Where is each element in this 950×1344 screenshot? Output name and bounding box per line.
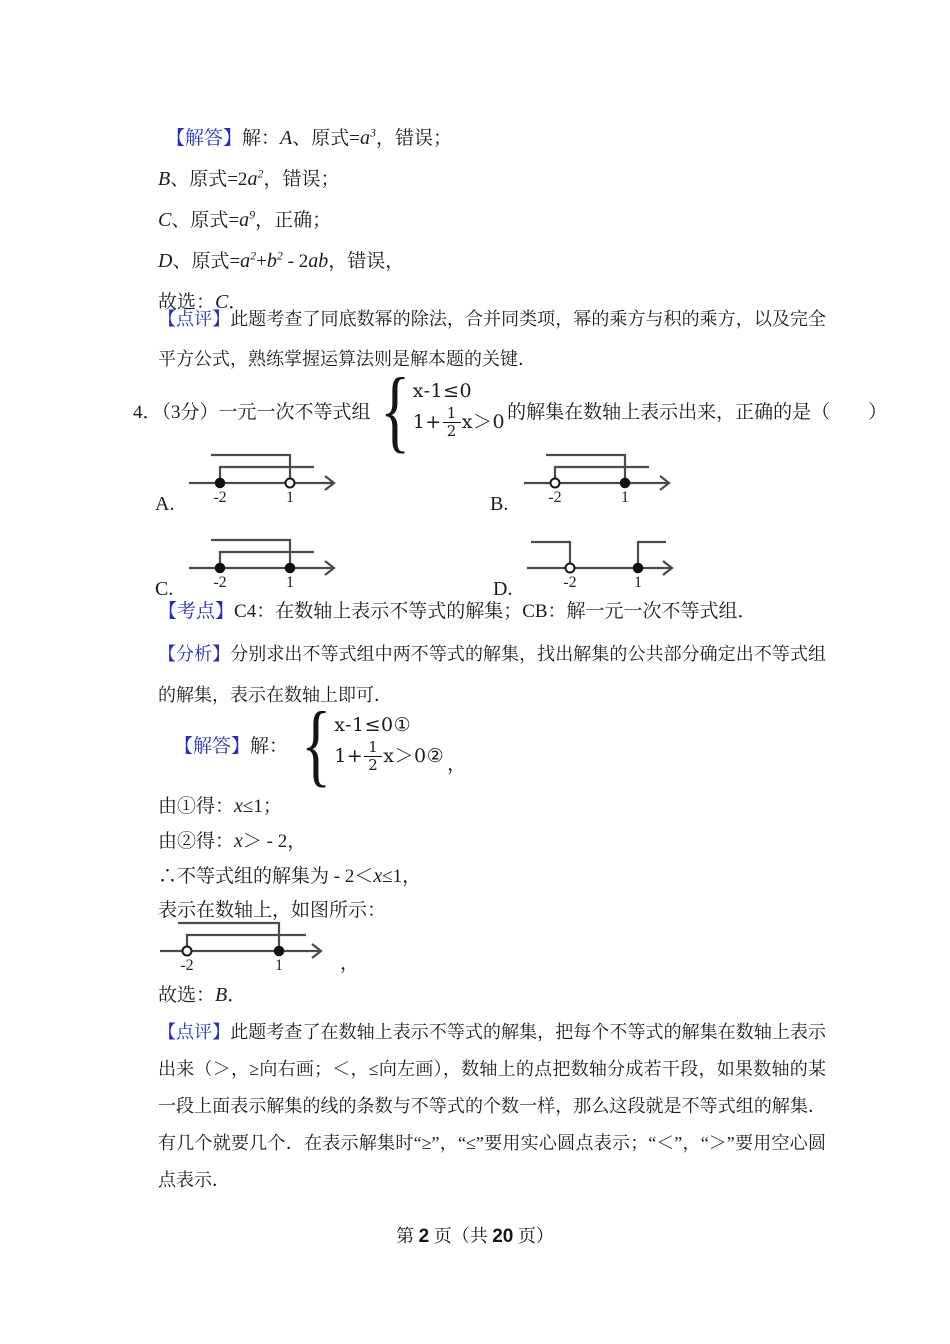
numerator: 1 [368, 737, 379, 756]
footer-pre: 第 [396, 1226, 419, 1246]
verdict-text: ，正确； [255, 210, 332, 231]
system-row-1: x-1≤0 [412, 380, 473, 403]
lower-band-line [187, 935, 306, 951]
system-row-2 [412, 403, 506, 440]
jieda-tag: 【解答】 [166, 128, 243, 149]
circled-one: ① [393, 714, 412, 737]
exponent: 2 [257, 166, 264, 181]
solution-figure-row [158, 911, 826, 975]
footer-post: 页） [513, 1226, 554, 1246]
var-x: x [234, 795, 243, 817]
trailing-comma: ， [447, 754, 467, 775]
option-d-label: D. [493, 578, 513, 600]
step-tail: ≤1； [242, 796, 282, 817]
option-d-numberline [525, 528, 677, 592]
lower-band-line [220, 467, 314, 483]
numerator: 1 [446, 403, 457, 422]
open-dot [286, 479, 295, 488]
solid-dot [621, 479, 630, 488]
dianping-tag: 【点评】 [158, 1022, 231, 1042]
exponent: 3 [369, 125, 376, 140]
solution-figure-section [158, 911, 826, 975]
tick-label: -2 [213, 574, 227, 591]
right-ray-line [638, 542, 666, 568]
expr-text: 、原式= [292, 128, 360, 149]
solid-dot [286, 564, 295, 573]
q4-answer-head-section [158, 693, 826, 795]
system-row-1 [334, 715, 444, 737]
option-letter: C [158, 209, 172, 231]
option-letter: D [158, 250, 173, 272]
fenxi-tag: 【分析】 [158, 644, 231, 664]
choose-word: 故选： [158, 985, 216, 1006]
chosen-answer-line [158, 980, 826, 1011]
row2-op: ＞0 [394, 744, 427, 767]
comment-paragraph [158, 1014, 826, 1199]
page-footer [0, 1222, 950, 1248]
q3-answer-section [158, 118, 826, 323]
figure-comma: ， [340, 953, 360, 974]
operator: + [256, 251, 267, 272]
step-line-1 [158, 789, 826, 824]
step-tail: ≤1， [382, 866, 422, 887]
chosen-letter: B [215, 984, 228, 1006]
left-brace: { [379, 359, 410, 461]
option-a [155, 443, 365, 523]
dianping-tag: 【点评】 [158, 309, 231, 329]
row2-pre: 1+ [334, 744, 364, 767]
tick-label: -2 [563, 574, 577, 591]
question-4-line [133, 359, 888, 461]
var-x: x [373, 865, 383, 887]
verdict-text: ，错误， [328, 251, 405, 272]
solid-dot [216, 479, 225, 488]
open-dot [566, 564, 575, 573]
answer-line-d [158, 241, 826, 282]
question-head: 4．（3分）一元一次不等式组 [133, 401, 371, 423]
kaodian-section [158, 598, 826, 626]
option-d [493, 528, 703, 608]
tick-label: 1 [634, 574, 642, 591]
question-4-section [133, 359, 888, 461]
row2-pre: 1+ [412, 410, 442, 433]
solution-steps-section [158, 789, 826, 928]
comment-text: 此题考查了同底数幂的除法，合并同类项，幂的乘方与积的乘方，以及完全平方公式，熟练掌握运算法则是解本题的关键． [158, 309, 827, 369]
left-brace: { [301, 693, 332, 795]
option-a-numberline [187, 443, 339, 507]
answer-line-b [158, 159, 826, 200]
denominator: 2 [443, 422, 461, 439]
solve-word: 解： [242, 128, 281, 149]
system-rows [413, 381, 505, 439]
inequality-system [373, 359, 506, 461]
step-tail: ＞ - 2， [242, 831, 307, 852]
tick-label: 1 [275, 957, 283, 974]
option-c-label: C. [155, 578, 174, 600]
row2-var: x [383, 744, 395, 767]
kaodian-line [158, 598, 826, 626]
kaodian-text: C4：在数轴上表示不等式的解集；CB：解一元一次不等式组． [234, 601, 757, 622]
option-letter: B [158, 168, 171, 190]
expr-text: 、原式= [171, 210, 240, 231]
tick-label: -2 [180, 957, 194, 974]
operator: - 2 [282, 251, 309, 272]
period: ． [228, 292, 248, 313]
system-rows [334, 715, 444, 773]
jieda-tag: 【解答】 [174, 735, 251, 757]
comment-text: 此题考查了在数轴上表示不等式的解集，把每个不等式的解集在数轴上表示出来（＞，≥向右画；＜，≤向左画），数轴上的点把数轴分成若干段，如果数轴的某一段上面表示解集的线的条数与不等式的个数一样，那么这段就是不等式组的解集．有几个就要几个．在表示解集时“≥”，“≤”要用实心圆点表示；“＜”，“＞”要用空心圆点表示． [158, 1022, 827, 1190]
row2-var: x [461, 410, 473, 433]
solid-dot [275, 947, 284, 956]
var: a [247, 168, 258, 190]
inequality-system [294, 693, 467, 795]
row2-op: ＞0 [472, 410, 506, 433]
left-ray-line [531, 542, 570, 568]
solid-dot [216, 564, 225, 573]
tick-label: 1 [286, 489, 294, 506]
step-pre: ∴不等式组的解集为 - 2＜ [158, 866, 374, 887]
var-x: x [234, 830, 243, 852]
tick-label: 1 [286, 574, 294, 591]
fraction-one-half [364, 737, 382, 774]
q4-answer-line [158, 693, 826, 795]
var: a [359, 127, 370, 149]
fraction-one-half [443, 403, 461, 440]
option-a-label: A. [155, 493, 175, 515]
circled-two: ② [426, 744, 445, 767]
footer-mid: 页（共 [429, 1226, 493, 1246]
tick-label: -2 [548, 489, 562, 506]
step-line-3 [158, 859, 826, 894]
tick-label: -2 [213, 489, 227, 506]
var: ab [308, 250, 329, 272]
page-number: 2 [418, 1226, 430, 1247]
chosen-letter: C [215, 291, 229, 313]
var: b [266, 250, 277, 272]
step-line-4: 表示在数轴上，如图所示： [158, 900, 387, 921]
option-letter: A [280, 127, 293, 149]
option-c [155, 528, 365, 608]
option-b-numberline [522, 443, 674, 507]
option-b [490, 443, 700, 523]
exponent: 2 [276, 248, 283, 263]
total-pages: 20 [492, 1226, 514, 1247]
choose-word: 故选： [158, 292, 216, 313]
system-row-2 [334, 737, 445, 774]
q3-comment-section [158, 299, 826, 379]
open-dot [551, 479, 560, 488]
option-c-numberline [187, 528, 339, 592]
expr-text: 、原式=2 [170, 169, 248, 190]
option-b-label: B. [490, 493, 509, 515]
upper-band-line [178, 923, 279, 951]
answer-line-c [158, 200, 826, 241]
fenxi-text: 分别求出不等式组中两不等式的解集，找出解集的公共部分确定出不等式组的解集，表示在数轴上即可． [158, 644, 827, 705]
question-tail: 的解集在数轴上表示出来，正确的是（ ） [507, 401, 888, 423]
lower-band-line [555, 467, 649, 483]
comment-paragraph [158, 299, 826, 379]
lower-band-line [220, 552, 314, 568]
verdict-text: ，错误； [375, 128, 452, 149]
kaodian-tag: 【考点】 [158, 601, 235, 622]
step-pre: 由②得： [158, 831, 235, 852]
var: a [240, 250, 251, 272]
step-line-2 [158, 824, 826, 859]
step-pre: 由①得： [158, 796, 235, 817]
q4-chosen-section [158, 980, 826, 1011]
var: a [239, 209, 250, 231]
q4-comment-section [158, 1014, 826, 1199]
denominator: 2 [364, 756, 382, 773]
expr-text: 、原式= [172, 251, 241, 272]
period: ． [227, 985, 247, 1006]
row1-expr: x-1≤0 [334, 714, 394, 737]
solution-numberline [158, 911, 330, 975]
exponent: 9 [249, 207, 256, 222]
open-dot [183, 947, 192, 956]
exponent: 2 [250, 248, 257, 263]
options-section [0, 443, 950, 603]
solve-word: 解： [250, 735, 289, 757]
answer-line-a [158, 118, 826, 159]
verdict-text: ，错误； [263, 169, 340, 190]
solid-dot [634, 564, 643, 573]
tick-label: 1 [621, 489, 629, 506]
